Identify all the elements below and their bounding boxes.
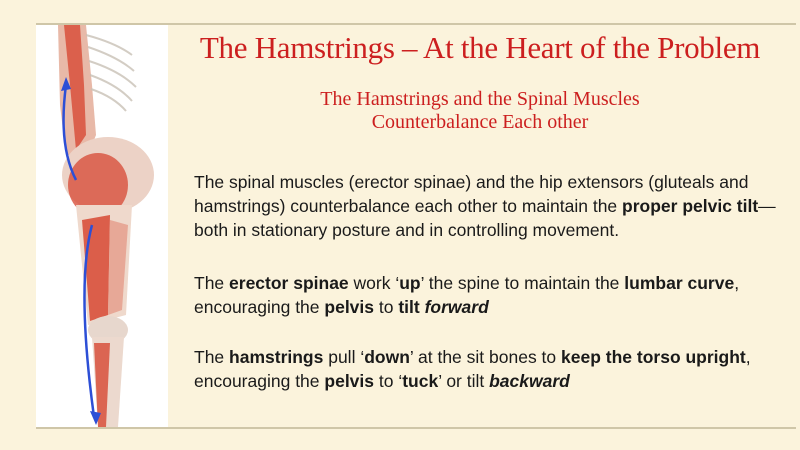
p2-text-2: work ‘: [348, 273, 400, 293]
bottom-divider: [36, 427, 796, 429]
p3-text-1: The: [194, 347, 230, 367]
subtitle-line-2: Counterbalance Each other: [371, 111, 589, 133]
p2-bold-tilt: tilt: [398, 297, 420, 317]
paragraph-counterbalance: [194, 170, 794, 242]
p3-bold-keep-torso-upright: keep the torso upright: [561, 347, 746, 367]
p3-text-6: ’ or tilt: [438, 371, 490, 391]
p2-bold-pelvis: pelvis: [324, 297, 375, 317]
p1-text-2: — both in stationary posture and in controlling movement.: [194, 196, 776, 240]
p3-text-4: , encouraging the: [194, 347, 751, 391]
subtitle-line-1: The Hamstrings and the Spinal Muscles: [320, 88, 640, 110]
muscle-figure-svg: [36, 25, 168, 427]
p2-bold-lumbar-curve: lumbar curve: [624, 273, 735, 293]
p3-text-5: to ‘: [374, 371, 403, 391]
anatomy-illustration: [36, 25, 168, 427]
p2-italic-forward: forward: [424, 297, 489, 317]
paragraph-erector-spinae: [194, 271, 754, 319]
p2-text-1: The: [194, 273, 230, 293]
slide-title: The Hamstrings – At the Heart of the Problem: [199, 30, 761, 65]
paragraph-hamstrings: [194, 345, 754, 393]
p2-bold-erector-spinae: erector spinae: [229, 273, 349, 293]
p3-italic-backward: backward: [489, 371, 570, 391]
slide-subtitle: [230, 88, 730, 134]
p2-text-3: ’ the spine to maintain the: [420, 273, 625, 293]
rib-lines: [86, 35, 136, 111]
p3-bold-down: down: [364, 347, 410, 367]
p2-bold-up: up: [399, 273, 421, 293]
p1-text-1: The spinal muscles (erector spinae) and the hip extensors (gluteals and hamstrings) counterbalance each other to maintain the: [194, 172, 749, 216]
p2-text-5: to: [374, 297, 399, 317]
p3-bold-hamstrings: hamstrings: [229, 347, 324, 367]
p3-bold-pelvis: pelvis: [324, 371, 375, 391]
p3-text-3: ’ at the sit bones to: [409, 347, 562, 367]
p2-text-4: , encouraging the: [194, 273, 740, 317]
p3-text-2: pull ‘: [323, 347, 365, 367]
p3-bold-tuck: tuck: [402, 371, 439, 391]
p1-bold-proper-pelvic-tilt: proper pelvic tilt: [622, 196, 759, 216]
